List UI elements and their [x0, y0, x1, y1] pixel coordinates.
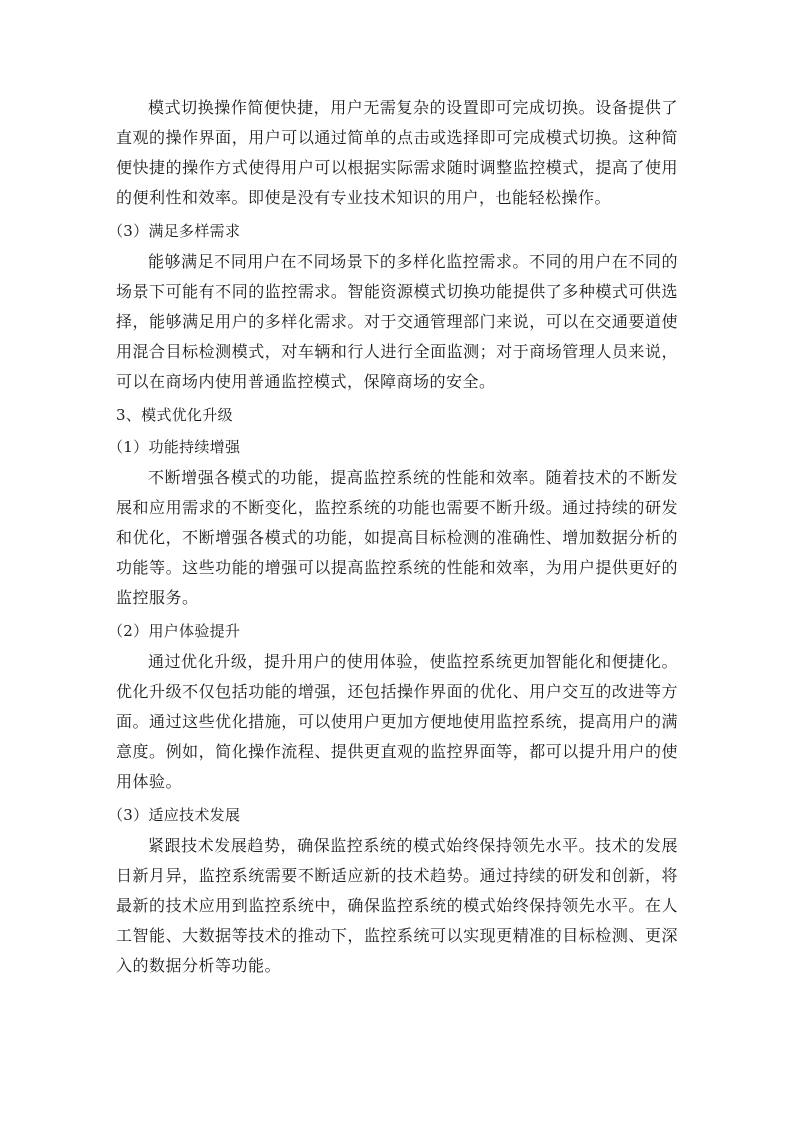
paragraph-user-experience: 通过优化升级，提升用户的使用体验，使监控系统更加智能化和便捷化。优化升级不仅包括功能的增强，还包括操作界面的优化、用户交互的改进等方面。通过这些优化措施，可以使用户更加方便地使用监控系统，提高用户的满意度。例如，简化操作流程、提供更直观的监控界面等，都可以提升用户的使用体验。	[116, 652, 678, 791]
section-heading-mode-upgrade: 3、模式优化升级	[116, 406, 233, 424]
paragraph-diverse-needs: 能够满足不同用户在不同场景下的多样化监控需求。不同的用户在不同的场景下可能有不同的监控需求。智能资源模式切换功能提供了多种模式可供选择，能够满足用户的多样化需求。对于交通管理部门来说，可以在交通要道使用混合目标检测模式，对车辆和行人进行全面监测；对于商场管理人员来说，可以在商场内使用普通监控模式，保障商场的安全。	[116, 252, 678, 391]
paragraph-function-enhancement: 不断增强各模式的功能，提高监控系统的性能和效率。随着技术的不断发展和应用需求的不断变化，监控系统的功能也需要不断升级。通过持续的研发和优化，不断增强各模式的功能，如提高目标检测的准确性、增加数据分析的功能等。这些功能的增强可以提高监控系统的性能和效率，为用户提供更好的监控服务。	[116, 468, 678, 607]
paragraph-tech-development: 紧跟技术发展趋势，确保监控系统的模式始终保持领先水平。技术的发展日新月异，监控系统需要不断适应新的技术趋势。通过持续的研发和创新，将最新的技术应用到监控系统中，确保监控系统的模式始终保持领先水平。在人工智能、大数据等技术的推动下，监控系统可以实现更精准的目标检测、更深入的数据分析等功能。	[116, 836, 678, 975]
subheading-tech-development: （3）适应技术发展	[108, 806, 241, 824]
subheading-diverse-needs: （3）满足多样需求	[108, 222, 241, 240]
paragraph-operation-convenience: 模式切换操作简便快捷，用户无需复杂的设置即可完成切换。设备提供了直观的操作界面，用户可以通过简单的点击或选择即可完成模式切换。这种简便快捷的操作方式使得用户可以根据实际需求随时调整监控模式，提高了使用的便利性和效率。即使是没有专业技术知识的用户，也能轻松操作。	[116, 98, 678, 207]
subheading-function-enhancement: （1）功能持续增强	[108, 438, 241, 456]
subheading-user-experience: （2）用户体验提升	[108, 622, 241, 640]
document-page	[108, 93, 678, 981]
